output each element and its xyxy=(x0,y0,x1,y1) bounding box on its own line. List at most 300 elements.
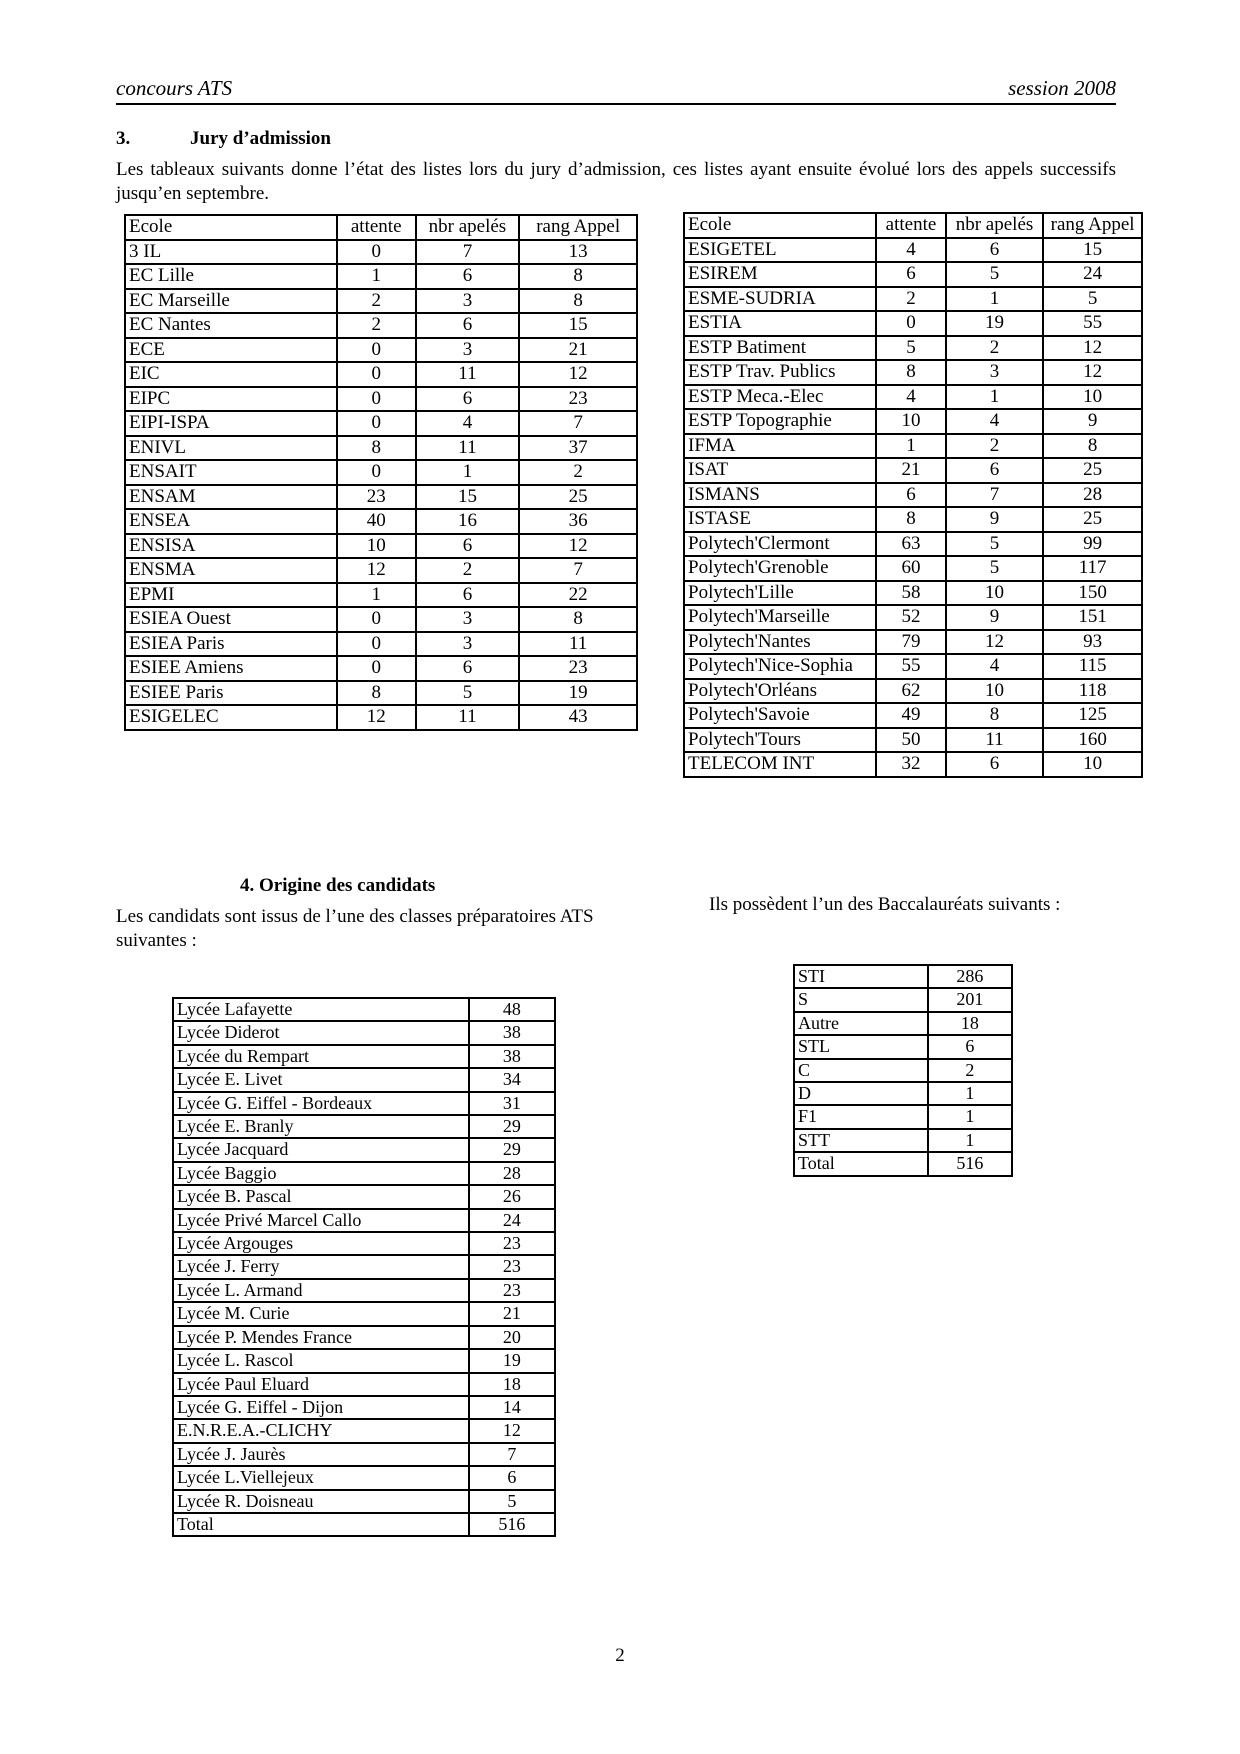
classes-intro: Les candidats sont issus de l’une des classes préparatoires ATS suivantes : xyxy=(116,906,594,951)
table-row xyxy=(173,1466,555,1489)
table-row xyxy=(173,1373,555,1396)
row-label-cell: ESIEE Paris xyxy=(125,681,337,706)
value-cell: 1 xyxy=(928,1082,1012,1105)
value-cell: 4 xyxy=(946,409,1044,434)
value-cell: 10 xyxy=(946,581,1044,606)
value-cell: 11 xyxy=(416,436,520,461)
value-cell: 58 xyxy=(876,581,946,606)
table-row xyxy=(125,264,637,289)
value-cell: 5 xyxy=(946,262,1044,287)
value-cell: 6 xyxy=(416,656,520,681)
value-cell: 12 xyxy=(337,705,416,730)
table-row xyxy=(173,1326,555,1349)
row-label-cell: Lycée J. Ferry xyxy=(173,1255,469,1278)
table-row xyxy=(173,1045,555,1068)
value-cell: 10 xyxy=(1043,385,1142,410)
table-row xyxy=(125,681,637,706)
value-cell: 99 xyxy=(1043,532,1142,557)
value-cell: 8 xyxy=(876,360,946,385)
value-cell: 1 xyxy=(946,385,1044,410)
value-cell: 2 xyxy=(337,289,416,314)
value-cell: 11 xyxy=(946,728,1044,753)
row-label-cell: Polytech'Nantes xyxy=(684,630,876,655)
table-row xyxy=(125,534,637,559)
table-row xyxy=(173,1302,555,1325)
value-cell: 19 xyxy=(519,681,637,706)
table-row xyxy=(125,289,637,314)
value-cell: 18 xyxy=(928,1012,1012,1035)
value-cell: 0 xyxy=(337,607,416,632)
row-label-cell: Lycée G. Eiffel - Dijon xyxy=(173,1396,469,1419)
table-row xyxy=(173,1209,555,1232)
value-cell: 5 xyxy=(1043,287,1142,312)
row-label-cell: EIPC xyxy=(125,387,337,412)
value-cell: 8 xyxy=(337,681,416,706)
row-label-cell: Lycée Privé Marcel Callo xyxy=(173,1209,469,1232)
table-row xyxy=(684,311,1142,336)
table-row xyxy=(125,509,637,534)
value-cell: 0 xyxy=(337,411,416,436)
value-cell: 23 xyxy=(469,1232,555,1255)
header-right: session 2008 xyxy=(1008,76,1116,100)
value-cell: 12 xyxy=(337,558,416,583)
table-header-row xyxy=(125,215,637,240)
value-cell: 7 xyxy=(519,411,637,436)
value-cell: 2 xyxy=(337,313,416,338)
row-label-cell: F1 xyxy=(794,1105,928,1128)
table-row xyxy=(125,485,637,510)
row-label-cell: EPMI xyxy=(125,583,337,608)
value-cell: 55 xyxy=(1043,311,1142,336)
row-label-cell: ENSEA xyxy=(125,509,337,534)
jury-table-right xyxy=(683,212,1143,778)
value-cell: 6 xyxy=(946,238,1044,263)
row-label-cell: 3 IL xyxy=(125,240,337,265)
row-label-cell: Lycée E. Branly xyxy=(173,1115,469,1138)
table-row xyxy=(684,752,1142,777)
row-label-cell: ESIGETEL xyxy=(684,238,876,263)
value-cell: 60 xyxy=(876,556,946,581)
row-label-cell: IFMA xyxy=(684,434,876,459)
jury-table-left xyxy=(124,214,638,731)
row-label-cell: Polytech'Clermont xyxy=(684,532,876,557)
value-cell: 516 xyxy=(469,1513,555,1536)
row-label-cell: ECE xyxy=(125,338,337,363)
column-header: rang Appel xyxy=(519,215,637,240)
row-label-cell: Lycée P. Mendes France xyxy=(173,1326,469,1349)
value-cell: 29 xyxy=(469,1138,555,1161)
row-label-cell: Autre xyxy=(794,1012,928,1035)
value-cell: 0 xyxy=(337,240,416,265)
table-row xyxy=(684,507,1142,532)
row-label-cell: Lycée L.Viellejeux xyxy=(173,1466,469,1489)
table-row xyxy=(125,436,637,461)
value-cell: 23 xyxy=(469,1255,555,1278)
value-cell: 2 xyxy=(928,1059,1012,1082)
value-cell: 0 xyxy=(337,362,416,387)
value-cell: 52 xyxy=(876,605,946,630)
table-row xyxy=(125,705,637,730)
value-cell: 38 xyxy=(469,1021,555,1044)
value-cell: 10 xyxy=(1043,752,1142,777)
table-row xyxy=(125,338,637,363)
table-row xyxy=(173,1419,555,1442)
value-cell: 18 xyxy=(469,1373,555,1396)
value-cell: 201 xyxy=(928,988,1012,1011)
value-cell: 9 xyxy=(1043,409,1142,434)
table-row xyxy=(684,728,1142,753)
row-label-cell: Lycée L. Rascol xyxy=(173,1349,469,1372)
value-cell: 8 xyxy=(1043,434,1142,459)
value-cell: 16 xyxy=(416,509,520,534)
value-cell: 117 xyxy=(1043,556,1142,581)
value-cell: 28 xyxy=(469,1162,555,1185)
table-row xyxy=(125,387,637,412)
table-header-row xyxy=(684,213,1142,238)
column-header: attente xyxy=(337,215,416,240)
value-cell: 32 xyxy=(876,752,946,777)
row-label-cell: Polytech'Nice-Sophia xyxy=(684,654,876,679)
table-row xyxy=(794,1129,1012,1152)
value-cell: 12 xyxy=(469,1419,555,1442)
value-cell: 14 xyxy=(469,1396,555,1419)
value-cell: 21 xyxy=(469,1302,555,1325)
value-cell: 3 xyxy=(416,607,520,632)
table-row xyxy=(125,411,637,436)
value-cell: 7 xyxy=(519,558,637,583)
row-label-cell: Polytech'Grenoble xyxy=(684,556,876,581)
value-cell: 12 xyxy=(946,630,1044,655)
table-row xyxy=(684,262,1142,287)
row-label-cell: ESTP Meca.-Elec xyxy=(684,385,876,410)
table-row xyxy=(794,1059,1012,1082)
row-label-cell: ESIEA Paris xyxy=(125,632,337,657)
value-cell: 5 xyxy=(946,556,1044,581)
value-cell: 1 xyxy=(337,264,416,289)
row-label-cell: Lycée Jacquard xyxy=(173,1138,469,1161)
value-cell: 4 xyxy=(416,411,520,436)
value-cell: 6 xyxy=(876,483,946,508)
row-label-cell: Lycée du Rempart xyxy=(173,1045,469,1068)
table-row xyxy=(684,360,1142,385)
row-label-cell: EIC xyxy=(125,362,337,387)
row-label-cell: ESME-SUDRIA xyxy=(684,287,876,312)
value-cell: 63 xyxy=(876,532,946,557)
page-number: 2 xyxy=(615,1645,625,1666)
table-row xyxy=(684,409,1142,434)
value-cell: 20 xyxy=(469,1326,555,1349)
value-cell: 4 xyxy=(946,654,1044,679)
value-cell: 12 xyxy=(519,362,637,387)
section-3-number: 3. xyxy=(116,128,131,149)
value-cell: 6 xyxy=(469,1466,555,1489)
value-cell: 37 xyxy=(519,436,637,461)
row-label-cell: Total xyxy=(173,1513,469,1536)
value-cell: 2 xyxy=(876,287,946,312)
value-cell: 23 xyxy=(519,387,637,412)
value-cell: 1 xyxy=(946,287,1044,312)
row-label-cell: STI xyxy=(794,965,928,988)
value-cell: 50 xyxy=(876,728,946,753)
section-3-intro: Les tableaux suivants donne l’état des listes lors du jury d’admission, ces listes ayant ensuite évolué lors des appels successifs jusqu’en septembre. xyxy=(116,159,1116,204)
row-label-cell: Lycée R. Doisneau xyxy=(173,1490,469,1513)
table-row xyxy=(125,362,637,387)
row-label-cell: Lycée G. Eiffel - Bordeaux xyxy=(173,1092,469,1115)
row-label-cell: ENSAM xyxy=(125,485,337,510)
section-3-heading xyxy=(116,128,331,150)
value-cell: 31 xyxy=(469,1092,555,1115)
value-cell: 7 xyxy=(946,483,1044,508)
section-4-title: 4. Origine des candidats xyxy=(240,875,436,896)
value-cell: 0 xyxy=(337,656,416,681)
value-cell: 286 xyxy=(928,965,1012,988)
table-row xyxy=(173,1138,555,1161)
table-row xyxy=(684,287,1142,312)
table-row xyxy=(794,1152,1012,1175)
value-cell: 1 xyxy=(416,460,520,485)
value-cell: 5 xyxy=(469,1490,555,1513)
row-label-cell: Lycée Lafayette xyxy=(173,998,469,1021)
value-cell: 19 xyxy=(946,311,1044,336)
value-cell: 22 xyxy=(519,583,637,608)
lycees-table xyxy=(172,997,556,1537)
column-header: rang Appel xyxy=(1043,213,1142,238)
value-cell: 8 xyxy=(519,264,637,289)
value-cell: 49 xyxy=(876,703,946,728)
table-row xyxy=(684,434,1142,459)
value-cell: 24 xyxy=(469,1209,555,1232)
row-label-cell: EC Nantes xyxy=(125,313,337,338)
row-label-cell: ENSAIT xyxy=(125,460,337,485)
row-label-cell: Lycée M. Curie xyxy=(173,1302,469,1325)
value-cell: 38 xyxy=(469,1045,555,1068)
value-cell: 10 xyxy=(337,534,416,559)
table-row xyxy=(684,630,1142,655)
table-row xyxy=(684,605,1142,630)
value-cell: 0 xyxy=(337,632,416,657)
table-row xyxy=(684,336,1142,361)
value-cell: 1 xyxy=(928,1105,1012,1128)
row-label-cell: ESTP Batiment xyxy=(684,336,876,361)
value-cell: 23 xyxy=(469,1279,555,1302)
value-cell: 7 xyxy=(469,1443,555,1466)
row-label-cell: Lycée Baggio xyxy=(173,1162,469,1185)
value-cell: 1 xyxy=(337,583,416,608)
value-cell: 8 xyxy=(519,289,637,314)
row-label-cell: Polytech'Tours xyxy=(684,728,876,753)
header-rule xyxy=(116,103,1116,105)
value-cell: 151 xyxy=(1043,605,1142,630)
value-cell: 93 xyxy=(1043,630,1142,655)
table-row xyxy=(125,460,637,485)
table-row xyxy=(125,558,637,583)
table-row xyxy=(125,656,637,681)
value-cell: 6 xyxy=(946,752,1044,777)
value-cell: 0 xyxy=(337,387,416,412)
value-cell: 150 xyxy=(1043,581,1142,606)
value-cell: 160 xyxy=(1043,728,1142,753)
value-cell: 23 xyxy=(337,485,416,510)
value-cell: 6 xyxy=(416,313,520,338)
value-cell: 10 xyxy=(946,679,1044,704)
table-row xyxy=(173,1021,555,1044)
row-label-cell: ISAT xyxy=(684,458,876,483)
row-label-cell: ESTP Trav. Publics xyxy=(684,360,876,385)
table-row xyxy=(684,385,1142,410)
row-label-cell: EC Lille xyxy=(125,264,337,289)
value-cell: 43 xyxy=(519,705,637,730)
column-header: Ecole xyxy=(125,215,337,240)
row-label-cell: TELECOM INT xyxy=(684,752,876,777)
value-cell: 40 xyxy=(337,509,416,534)
row-label-cell: Lycée Paul Eluard xyxy=(173,1373,469,1396)
row-label-cell: ESIEE Amiens xyxy=(125,656,337,681)
value-cell: 21 xyxy=(876,458,946,483)
value-cell: 1 xyxy=(928,1129,1012,1152)
row-label-cell: Lycée Argouges xyxy=(173,1232,469,1255)
table-row xyxy=(173,1162,555,1185)
table-row xyxy=(173,1279,555,1302)
row-label-cell: ENSMA xyxy=(125,558,337,583)
table-row xyxy=(173,1490,555,1513)
value-cell: 125 xyxy=(1043,703,1142,728)
value-cell: 48 xyxy=(469,998,555,1021)
value-cell: 3 xyxy=(416,632,520,657)
table-row xyxy=(684,556,1142,581)
value-cell: 9 xyxy=(946,507,1044,532)
row-label-cell: ESIGELEC xyxy=(125,705,337,730)
table-row xyxy=(684,581,1142,606)
value-cell: 15 xyxy=(1043,238,1142,263)
value-cell: 24 xyxy=(1043,262,1142,287)
table-row xyxy=(794,1035,1012,1058)
table-row xyxy=(684,679,1142,704)
value-cell: 25 xyxy=(1043,458,1142,483)
table-row xyxy=(684,654,1142,679)
value-cell: 5 xyxy=(946,532,1044,557)
table-row xyxy=(173,998,555,1021)
row-label-cell: ESTIA xyxy=(684,311,876,336)
table-row xyxy=(794,1012,1012,1035)
row-label-cell: Lycée E. Livet xyxy=(173,1068,469,1091)
value-cell: 26 xyxy=(469,1185,555,1208)
row-label-cell: EIPI-ISPA xyxy=(125,411,337,436)
value-cell: 62 xyxy=(876,679,946,704)
row-label-cell: Total xyxy=(794,1152,928,1175)
value-cell: 11 xyxy=(416,362,520,387)
value-cell: 6 xyxy=(416,264,520,289)
value-cell: 12 xyxy=(519,534,637,559)
value-cell: 118 xyxy=(1043,679,1142,704)
value-cell: 11 xyxy=(519,632,637,657)
value-cell: 2 xyxy=(519,460,637,485)
value-cell: 21 xyxy=(519,338,637,363)
column-header: Ecole xyxy=(684,213,876,238)
value-cell: 15 xyxy=(416,485,520,510)
row-label-cell: EC Marseille xyxy=(125,289,337,314)
row-label-cell: D xyxy=(794,1082,928,1105)
value-cell: 6 xyxy=(416,534,520,559)
value-cell: 9 xyxy=(946,605,1044,630)
value-cell: 2 xyxy=(946,336,1044,361)
value-cell: 10 xyxy=(876,409,946,434)
value-cell: 23 xyxy=(519,656,637,681)
value-cell: 6 xyxy=(416,387,520,412)
table-row xyxy=(173,1255,555,1278)
value-cell: 3 xyxy=(416,338,520,363)
value-cell: 79 xyxy=(876,630,946,655)
row-label-cell: C xyxy=(794,1059,928,1082)
value-cell: 25 xyxy=(1043,507,1142,532)
value-cell: 12 xyxy=(1043,336,1142,361)
column-header: nbr apelés xyxy=(946,213,1044,238)
table-row xyxy=(173,1185,555,1208)
section-3-title: Jury d’admission xyxy=(190,128,331,149)
table-row xyxy=(173,1349,555,1372)
value-cell: 36 xyxy=(519,509,637,534)
table-row xyxy=(684,238,1142,263)
bacs-table xyxy=(793,964,1013,1177)
row-label-cell: ISMANS xyxy=(684,483,876,508)
value-cell: 28 xyxy=(1043,483,1142,508)
column-header: nbr apelés xyxy=(416,215,520,240)
table-row xyxy=(794,988,1012,1011)
value-cell: 6 xyxy=(876,262,946,287)
value-cell: 4 xyxy=(876,238,946,263)
row-label-cell: Lycée B. Pascal xyxy=(173,1185,469,1208)
table-row xyxy=(125,607,637,632)
table-row xyxy=(173,1513,555,1536)
table-row xyxy=(125,313,637,338)
row-label-cell: ENSISA xyxy=(125,534,337,559)
row-label-cell: ESIREM xyxy=(684,262,876,287)
table-row xyxy=(684,483,1142,508)
value-cell: 1 xyxy=(876,434,946,459)
row-label-cell: E.N.R.E.A.-CLICHY xyxy=(173,1419,469,1442)
row-label-cell: Polytech'Savoie xyxy=(684,703,876,728)
value-cell: 3 xyxy=(416,289,520,314)
value-cell: 6 xyxy=(416,583,520,608)
row-label-cell: Polytech'Marseille xyxy=(684,605,876,630)
value-cell: 8 xyxy=(519,607,637,632)
table-row xyxy=(173,1396,555,1419)
value-cell: 8 xyxy=(876,507,946,532)
table-row xyxy=(684,703,1142,728)
table-row xyxy=(684,532,1142,557)
value-cell: 4 xyxy=(876,385,946,410)
header-left: concours ATS xyxy=(116,76,233,100)
value-cell: 7 xyxy=(416,240,520,265)
row-label-cell: Lycée L. Armand xyxy=(173,1279,469,1302)
row-label-cell: ENIVL xyxy=(125,436,337,461)
value-cell: 2 xyxy=(946,434,1044,459)
table-row xyxy=(173,1092,555,1115)
value-cell: 8 xyxy=(946,703,1044,728)
row-label-cell: Lycée J. Jaurès xyxy=(173,1443,469,1466)
row-label-cell: Lycée Diderot xyxy=(173,1021,469,1044)
value-cell: 2 xyxy=(416,558,520,583)
row-label-cell: Polytech'Lille xyxy=(684,581,876,606)
value-cell: 11 xyxy=(416,705,520,730)
value-cell: 0 xyxy=(337,460,416,485)
row-label-cell: ESTP Topographie xyxy=(684,409,876,434)
value-cell: 5 xyxy=(876,336,946,361)
value-cell: 55 xyxy=(876,654,946,679)
table-row xyxy=(125,583,637,608)
table-row xyxy=(173,1115,555,1138)
value-cell: 12 xyxy=(1043,360,1142,385)
value-cell: 34 xyxy=(469,1068,555,1091)
